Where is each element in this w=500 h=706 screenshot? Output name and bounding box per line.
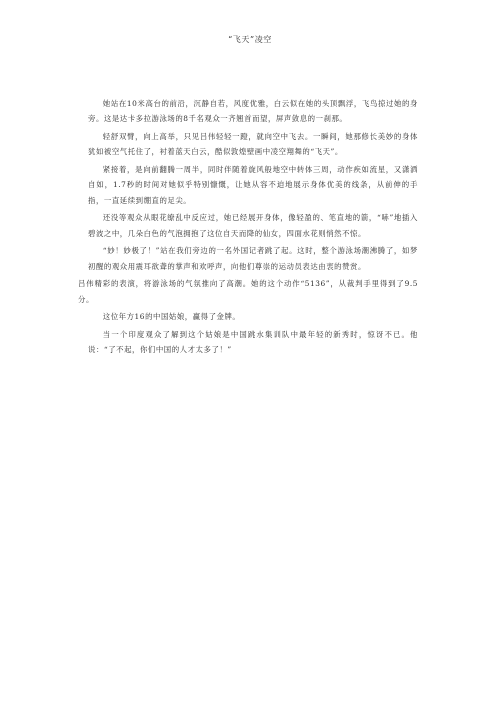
article-body bbox=[78, 96, 418, 360]
page-title: “飞天”凌空 bbox=[228, 35, 272, 44]
paragraph: “妙！妙极了！”站在我们旁边的一名外国记者跳了起。这时，整个游泳场潮沸腾了，如梦初醒的观众用震耳欲聋的掌声和欢呼声，向他们尊崇的运动员表达由衷的赞赏。 bbox=[88, 246, 418, 271]
paragraph: 吕伟精彩的表演，将游泳场的气氛推向了高潮。她的这个动作“5136”，从裁判手里得到了9.5分。 bbox=[78, 279, 418, 304]
paragraph: 轻舒双臂，向上高举，只见吕伟轻轻一蹬，就向空中飞去。一瞬间，她那修长美妙的身体犹如被空气托住了，衬着蓝天白云，酷似敦煌壁画中凌空翔舞的“飞天”。 bbox=[88, 131, 418, 157]
paragraph: 她站在10米高台的前沿，沉静自若，风度优雅，白云似在她的头顶飘浮，飞鸟掠过她的身旁。这是达卡多拉游泳场的8千名观众一齐翘首而望，屏声敛息的一刹那。 bbox=[88, 99, 418, 124]
paragraph: 这位年方16的中国姑娘，赢得了金牌。 bbox=[102, 312, 241, 322]
paragraph: 当一个印度观众了解到这个姑娘是中国跳水集训队中最年轻的新秀时，惊讶不已。他说：“了不起，你们中国的人才太多了！” bbox=[88, 329, 418, 355]
paragraph: 还没等观众从眼花缭乱中反应过，她已经展开身体，像轻盈的、笔直地的箭，“哧”地插入碧波之中，几朵白色的气泡拥抱了这位自天而降的仙女，四面水花则悄然不惊。 bbox=[88, 213, 418, 238]
paragraph: 紧接着，是向前翻腾一周半，同时伴随着旋风般地空中转体三周，动作疾如流星，又潇洒自如，1.7秒的时间对她似乎特别慷慨，让她从容不迫地展示身体优美的线条，从前伸的手指，一直延续到绷直的足尖。 bbox=[88, 164, 418, 205]
